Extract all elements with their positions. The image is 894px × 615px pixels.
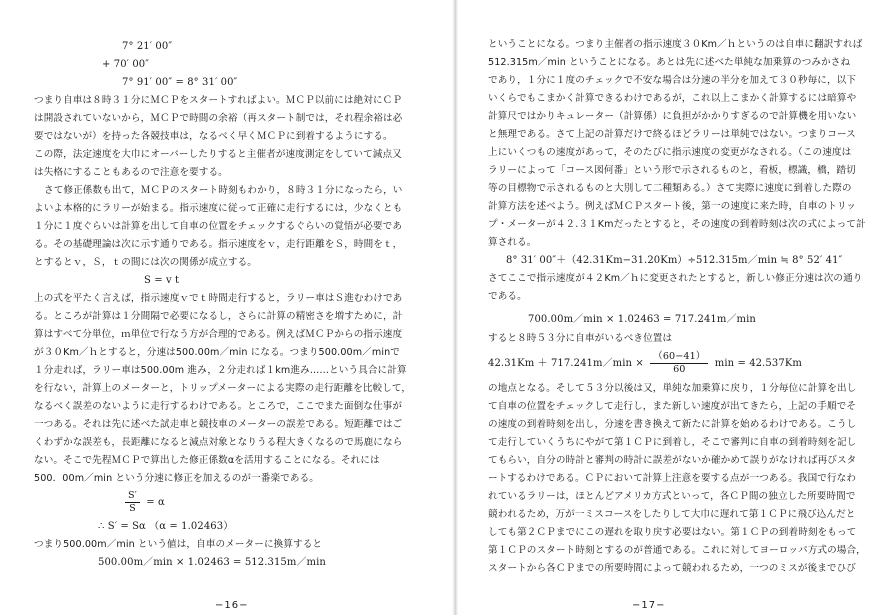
calc-new-speed: 700.00m／min × 1.02463 = 717.241m／min xyxy=(528,314,756,325)
text-line: は失格にすることもあるので注意を要する。 xyxy=(34,167,228,178)
calc-position xyxy=(488,348,878,380)
text-line: なるべく誤差のないように走行するわけである。ところで，ここでまた面倒な仕事が xyxy=(34,401,403,412)
text-line: の地点となる。そして５３分以後は又，単純な加乗算に戻り，１分毎位に計算を出し xyxy=(488,383,857,394)
text-line: ラリーによって「コース図何番」という形で示されるものと，看板，標識，橋，踏切 xyxy=(488,165,856,176)
text-line: さて修正係数も出て，ＭＣＰのスタート時刻もわかり，８時３１分になったら，い xyxy=(44,185,403,196)
ratio-denominator: S xyxy=(129,503,136,514)
ratio-equals: = α xyxy=(146,497,165,508)
text-line: 等の目標物で示されるものと大別して二種類ある。）さて実際に速度に到着した際の xyxy=(488,183,852,194)
text-line: 一つある。それは先に述べた試走車と競技車のメーターの誤差である。短距離ではご xyxy=(34,419,403,430)
position-numerator: （60−41） xyxy=(650,351,708,364)
text-line: は開設されていないから，ＭＣＰで時間の余裕（再スタート制では，それ程余裕は必 xyxy=(34,113,403,124)
text-line: しても第２ＣＰまでにこの遅れを取り戻す必要はない。第１ＣＰの到着時刻をもって xyxy=(488,527,857,538)
text-line: の速度の到着時刻を出し，分速を書き換えて新たに計算を始めるわけである。こうし xyxy=(488,419,857,430)
paragraph-1 xyxy=(34,92,434,182)
text-line: この際，法定速度を大巾にオーバーしたりすると主催者が速度測定をしていて減点又 xyxy=(34,149,402,160)
calc-line-2: + 70′ 00″ xyxy=(102,59,150,70)
text-line: スタートから各ＣＰまでの所要時間によって競われるため，一つのミスが後までひび xyxy=(488,563,856,574)
text-line: ない。そこで先程ＭＣＰで算出した修正係数αを活用することになる。それには xyxy=(34,455,380,466)
text-line: 上にいくつもの速度があって，そのたびに指示速度の変更がなされる。（この速度は xyxy=(488,147,852,158)
text-line: くわずかな誤差も，長距離になると減点対象となりうる程大きくなるので馬鹿になら xyxy=(34,437,403,448)
text-line: る。その基礎理論は次に示す通りである。指示速度をｖ，走行距離をＳ，時間をｔ， xyxy=(34,239,403,250)
calc-line-3: 7° 91′ 00″ = 8° 31′ 00″ xyxy=(122,77,238,88)
text-line: ということになる。つまり主催者の指示速度３０Km／ｈというのは自車に翻訳すれば xyxy=(488,39,863,50)
position-denominator: 60 xyxy=(673,364,686,375)
text-line: プ・メーターが４２.３１Kmだったとすると，その速度の到着時刻は次の式によって計 xyxy=(488,219,866,230)
ratio-fraction xyxy=(125,490,140,515)
formula-svt: S = v t xyxy=(144,275,180,286)
paragraph-2 xyxy=(488,270,878,306)
paragraph-3 xyxy=(34,290,434,488)
text-line: であり，１分に１度のチェックで不安な場合は分速の半分を加えて３０秒毎に，以下 xyxy=(488,75,857,86)
text-line: 計算尺ではかりキュレーター（計算係）に負担がかかりすぎるので計算機を用いない xyxy=(488,111,857,122)
text-line: と無理である。さて上記の計算だけで終るほどラリーは単純ではない。つまりコース xyxy=(488,129,856,140)
text-line: れているラリーは，ほとんどアメリカ方式といって，各ＣＰ間の独立した所要時間で xyxy=(488,491,856,502)
text-line: てもらい，自分の時計と審判の時計に誤差がないか確かめて誤りがなければ再びスタ xyxy=(488,455,857,466)
position-left: 42.31Km ＋ 717.241m／min × xyxy=(488,358,644,369)
page-17 xyxy=(462,0,894,615)
text-line: 算される。 xyxy=(488,237,537,248)
text-line: 要ではないが）を持った各競技車は，なるべく早くＭＣＰに到着するようにする。 xyxy=(34,131,393,142)
calc-line-1: 7° 21′ 00″ xyxy=(122,41,173,52)
text-line: る。ところが計算は１分間隔で必要になるし，さらに計算の精密さを増すために，計 xyxy=(34,311,403,322)
text-line: 上の式を平たく言えば，指示速度ｖでｔ時間走行すると，ラリー車はＳ進むわけであ xyxy=(34,293,403,304)
text-line: つまり500.00m／min という値は，自車のメーターに換算すると xyxy=(34,539,323,550)
position-fraction xyxy=(650,351,708,376)
page-gutter xyxy=(452,0,458,615)
text-line: 512.315m／min ということになる。あとは先に述べた単純な加乗算のつみかさね xyxy=(488,57,851,68)
position-right: min = 42.537Km xyxy=(714,358,802,369)
text-line: いくらでもこまかく計算できるわけであるが，これ以上こまかく計算するには暗算や xyxy=(488,93,857,104)
paragraph-4 xyxy=(488,380,878,578)
text-line: 500．00m／min という分速に修正を加えるのが一番楽である。 xyxy=(34,473,319,484)
text-line: ートするわけである。ＣＰにおいて計算上注意を要する点が一つある。我国で行なわ xyxy=(488,473,857,484)
paragraph-1 xyxy=(488,36,878,252)
calc-final: 500.00m／min × 1.02463 = 512.315m／min xyxy=(98,557,326,568)
paragraph-2 xyxy=(34,182,434,272)
text-line: とするとｖ，Ｓ，ｔの間には次の関係が成立する。 xyxy=(34,257,257,268)
text-line: 計算方法を述べよう。例えばＭＣＰスタート後，第一の速度に来た時，自車のトリッ xyxy=(488,201,856,212)
text-line: １分走れば，ラリー車は500.00m 進み，２分走れば１km進み……という具合に計算 xyxy=(34,365,407,376)
text-line: て自車の位置をチェックして走行し，また新しい速度が出てきたら，上記の手順でそ xyxy=(488,401,857,412)
page-number: −16− xyxy=(215,600,249,611)
text-line: て走行していくうちにやがて第１ＣＰに到着し，そこで審判に自車の到着時刻を記し xyxy=(488,437,857,448)
ratio-numerator: S′ xyxy=(125,490,140,503)
text-line: 競われるため，万が一ミスコースをしたりして大巾に遅れて第１ＣＰに飛び込んだと xyxy=(488,509,856,520)
text-line: 第１ＣＰのスタート時刻とするのが普通である。これに対してヨーロッパ方式の場合， xyxy=(488,545,866,556)
text-line: つまり自車は８時３１分にＭＣＰをスタートすればよい。ＭＣＰ以前には絶対にＣＰ xyxy=(34,95,403,106)
text-line: である。 xyxy=(488,291,527,302)
formula-arrival: 8° 31′ 00″＋（42.31Km−31.20Km）÷512.315m／min ≒ 8° 52′ 41″ xyxy=(506,255,843,266)
formula-s-prime: ∴ S′ = Sα （α = 1.02463） xyxy=(98,521,234,532)
text-line: を行ない，計算上のメーターと，トリップメーターによる実際の走行距離を比較して， xyxy=(34,383,412,394)
text-line: 算はすべて分単位，ｍ単位で行なう方が合理的である。例えばＭＣＰからの指示速度 xyxy=(34,329,403,340)
text-line: さてここで指示速度が４２Km／ｈに変更されたとすると，新しい修正分速は次の通り xyxy=(488,273,863,284)
text-line: すると８時５３分に自車がいるべき位置は xyxy=(488,333,673,344)
formula-ratio xyxy=(34,488,434,518)
text-line: が３０Km／ｈとすると，分速は500.00m／min になる。つまり500.00m／minで xyxy=(34,347,400,358)
text-line: １分に１度ぐらいは計算を出して自車の位置をチェックするぐらいの覚悟が必要であ xyxy=(34,221,403,232)
text-line: よいよ本格的にラリーが始まる。指示速度に従って正確に走行するには，少なくとも xyxy=(34,203,403,214)
page-number: −17− xyxy=(632,600,666,611)
